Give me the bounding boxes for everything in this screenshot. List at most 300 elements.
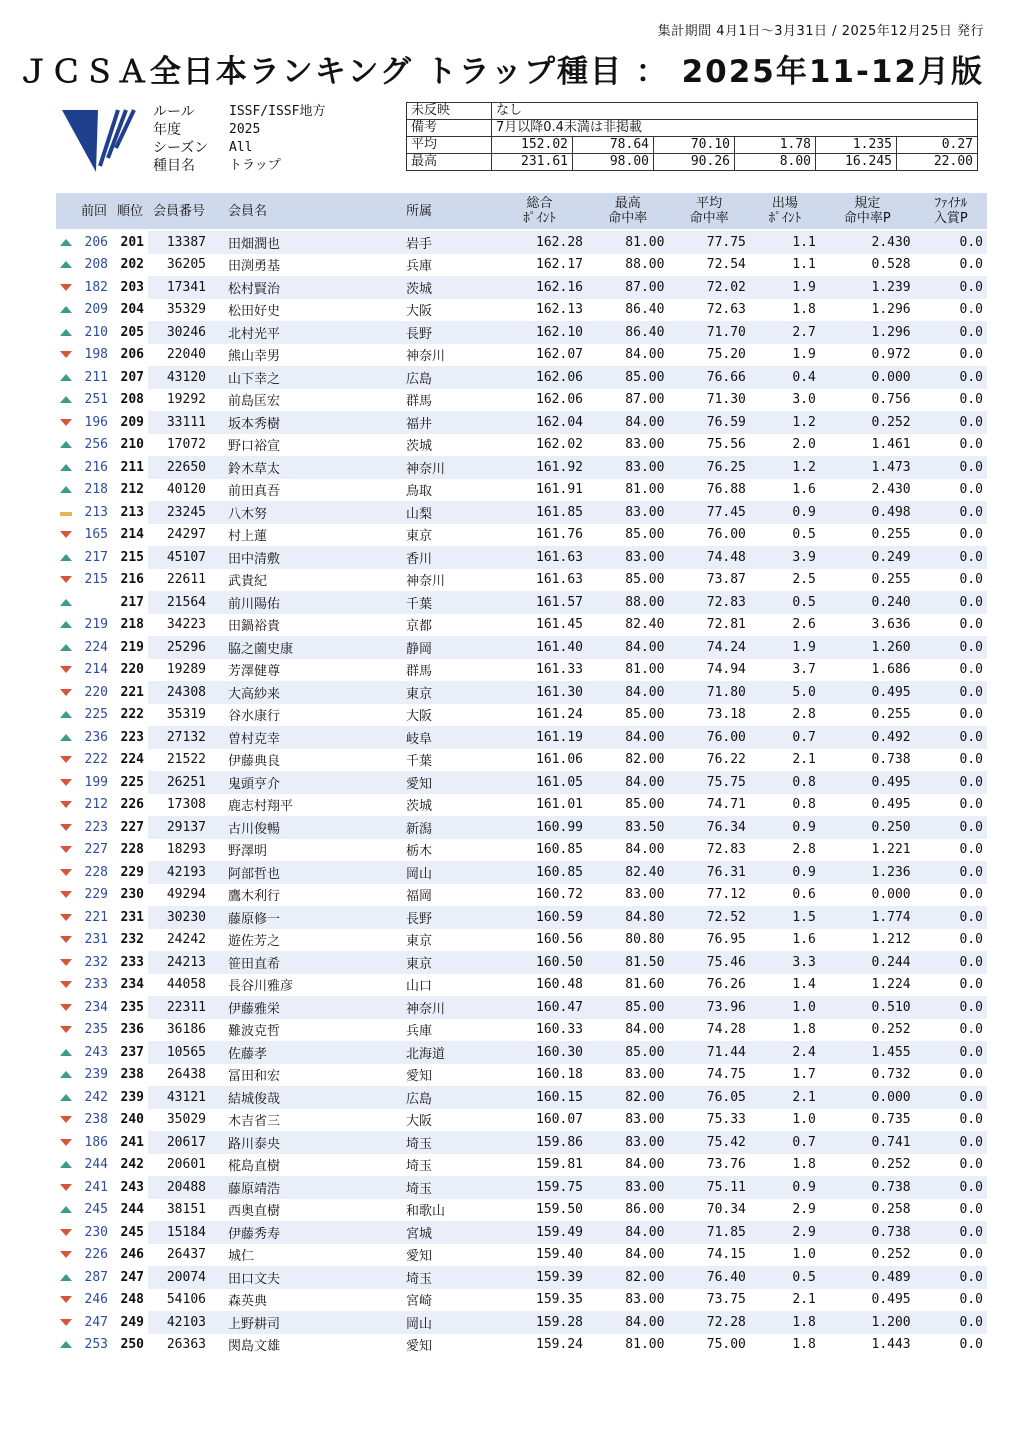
regulation-points: 1.212 <box>871 932 911 948</box>
prefecture: 神奈川 <box>406 574 446 590</box>
prefecture: 香川 <box>402 546 492 569</box>
max-hit-rate: 82.00 <box>587 1266 668 1289</box>
member-name: 松村賢治 <box>210 276 402 299</box>
table-row <box>56 726 987 749</box>
trend-cell <box>56 591 76 614</box>
prefecture: 群馬 <box>406 394 433 410</box>
final-points: 0.0 <box>915 456 987 479</box>
member-number: 38151 <box>166 1202 206 1218</box>
trend-cell <box>56 230 76 254</box>
table-row <box>56 569 987 592</box>
entry-points: 3.3 <box>750 951 820 974</box>
member-number: 20074 <box>148 1266 210 1289</box>
previous-rank: 227 <box>84 842 108 858</box>
table-row <box>56 861 987 884</box>
trend-up-icon <box>60 306 72 313</box>
trend-cell <box>56 794 76 817</box>
trend-down-icon <box>60 689 72 696</box>
total-points: 161.40 <box>492 636 587 659</box>
total-points: 159.50 <box>536 1202 583 1218</box>
regulation-points: 0.252 <box>871 1022 911 1038</box>
entry-points: 0.8 <box>792 797 816 813</box>
table-row <box>56 591 987 614</box>
max-hit-rate: 83.00 <box>625 1292 665 1308</box>
member-number: 20488 <box>148 1176 210 1199</box>
previous-rank: 219 <box>84 617 108 633</box>
rank: 216 <box>120 572 144 588</box>
trend-cell <box>56 479 76 502</box>
table-row <box>56 704 987 727</box>
rank: 222 <box>120 707 144 723</box>
member-name: 鬼頭亨介 <box>210 771 402 794</box>
trend-cell <box>56 456 76 479</box>
total-points: 161.05 <box>492 771 587 794</box>
member-name: 伊藤雅栄 <box>210 996 402 1019</box>
stats-label: 未反映 <box>407 103 492 120</box>
trend-down-icon <box>60 1251 72 1258</box>
total-points: 161.33 <box>536 662 583 678</box>
total-points: 162.13 <box>536 302 583 318</box>
stats-value: 16.245 <box>816 154 897 171</box>
table-row <box>56 1086 987 1109</box>
previous-rank: 236 <box>84 729 108 745</box>
regulation-points: 0.244 <box>820 951 915 974</box>
total-points: 159.49 <box>492 1221 587 1244</box>
ranking-body <box>56 230 987 1356</box>
avg-hit-rate: 76.05 <box>668 1086 749 1109</box>
member-number: 30246 <box>148 321 210 344</box>
regulation-points: 1.461 <box>871 437 911 453</box>
avg-hit-rate: 75.11 <box>668 1176 749 1199</box>
final-points: 0.0 <box>915 366 987 389</box>
rank: 219 <box>120 639 144 655</box>
max-hit-rate: 83.00 <box>587 1176 668 1199</box>
previous-rank: 238 <box>84 1112 108 1128</box>
table-row <box>56 1221 987 1244</box>
trend-up-icon <box>60 441 72 448</box>
regulation-points: 0.255 <box>871 527 911 543</box>
prefecture: 北海道 <box>402 1041 492 1064</box>
previous-rank: 243 <box>84 1044 108 1060</box>
member-name: 田渕勇基 <box>228 259 281 275</box>
entry-points: 1.9 <box>792 347 816 363</box>
total-points: 160.48 <box>536 977 583 993</box>
total-points: 159.81 <box>536 1157 583 1173</box>
max-hit-rate: 84.00 <box>587 726 668 749</box>
avg-hit-rate: 76.88 <box>706 482 746 498</box>
reg-header-line2: 命中率P <box>843 211 891 226</box>
trend-up-icon <box>60 261 72 268</box>
page-title: ＪＣＳＡ全日本ランキング トラップ種目 ： 2025年11-12月版 <box>17 54 984 90</box>
avg-hit-rate: 77.12 <box>706 887 746 903</box>
prefecture: 長野 <box>402 906 492 929</box>
table-row <box>56 321 987 344</box>
member-number: 36186 <box>166 1022 206 1038</box>
entry-points: 1.4 <box>792 977 816 993</box>
member-name: 鈴木草太 <box>210 456 402 479</box>
stats-label: 最高 <box>407 154 492 171</box>
table-row <box>56 1289 987 1312</box>
max-hit-rate: 88.00 <box>587 591 668 614</box>
table-row <box>56 276 987 299</box>
final-points: 0.0 <box>915 636 987 659</box>
member-number: 17341 <box>148 276 210 299</box>
regulation-points: 1.296 <box>871 302 911 318</box>
prefecture: 宮城 <box>402 1221 492 1244</box>
member-name: 木吉省三 <box>228 1114 281 1130</box>
previous-rank: 216 <box>84 459 108 475</box>
trend-up-icon <box>60 1049 72 1056</box>
trend-same-icon <box>60 512 72 516</box>
table-row <box>56 884 987 907</box>
table-row <box>56 1131 987 1154</box>
meta-value: ISSF/ISSF地方 <box>229 104 326 119</box>
member-name: 前川陽佑 <box>210 591 402 614</box>
rank: 210 <box>120 437 144 453</box>
stats-row <box>407 154 978 171</box>
rank: 214 <box>120 527 144 543</box>
stats-value: 1.78 <box>735 137 816 154</box>
max-hit-rate: 84.80 <box>587 906 668 929</box>
member-number: 49294 <box>166 887 206 903</box>
member-name: 熊山幸男 <box>228 349 281 365</box>
avg-hit-rate: 73.96 <box>668 996 749 1019</box>
avg-hit-rate: 77.45 <box>668 501 749 524</box>
entry-points: 1.8 <box>750 1311 820 1334</box>
trend-down-icon <box>60 1296 72 1303</box>
avg-hit-rate: 76.00 <box>668 726 749 749</box>
avg-hit-rate: 74.15 <box>706 1247 746 1263</box>
prefecture: 神奈川 <box>402 996 492 1019</box>
final-points: 0.0 <box>959 1337 983 1353</box>
avg-hit-rate: 72.52 <box>668 906 749 929</box>
entry-points: 0.5 <box>750 1266 820 1289</box>
member-number: 24213 <box>148 951 210 974</box>
avg-hit-rate: 74.28 <box>706 1022 746 1038</box>
member-name: 藤原修一 <box>210 906 402 929</box>
stats-value: 22.00 <box>897 154 978 171</box>
prefecture: 大阪 <box>406 709 433 725</box>
trend-cell <box>56 929 76 952</box>
member-name: 鹿志村翔平 <box>228 799 294 815</box>
avg-hit-rate: 76.66 <box>668 366 749 389</box>
trend-cell <box>56 1064 76 1087</box>
table-row <box>56 1176 987 1199</box>
prefecture: 神奈川 <box>406 349 446 365</box>
entry-points: 0.8 <box>750 771 820 794</box>
trend-cell <box>56 254 76 277</box>
total-header-line2: ﾎﾟｲﾝﾄ <box>523 211 556 226</box>
trend-cell <box>56 411 76 434</box>
entry-points: 5.0 <box>750 681 820 704</box>
member-name: 難波克哲 <box>228 1024 281 1040</box>
previous-rank: 230 <box>84 1224 108 1240</box>
prefecture: 山梨 <box>402 501 492 524</box>
max-header-line2: 命中率 <box>608 211 648 226</box>
table-row <box>56 1019 987 1042</box>
max-hit-rate: 85.00 <box>625 707 665 723</box>
final-points: 0.0 <box>959 932 983 948</box>
entry-points: 0.5 <box>750 591 820 614</box>
prefecture: 神奈川 <box>402 456 492 479</box>
total-points: 160.85 <box>536 842 583 858</box>
trend-cell <box>56 996 76 1019</box>
total-points: 159.40 <box>536 1247 583 1263</box>
max-hit-rate: 85.00 <box>625 527 665 543</box>
max-hit-rate: 84.00 <box>625 1157 665 1173</box>
entry-header <box>750 193 820 230</box>
total-points: 160.15 <box>492 1086 587 1109</box>
final-points: 0.0 <box>915 321 987 344</box>
final-points: 0.0 <box>959 1247 983 1263</box>
avg-hit-rate: 74.24 <box>668 636 749 659</box>
member-name: 北村光平 <box>210 321 402 344</box>
final-points: 0.0 <box>959 617 983 633</box>
entry-points: 0.4 <box>750 366 820 389</box>
prefecture: 埼玉 <box>406 1159 433 1175</box>
regulation-points: 1.296 <box>820 321 915 344</box>
entry-points: 0.9 <box>750 816 820 839</box>
max-hit-rate: 85.00 <box>587 1041 668 1064</box>
final-points: 0.0 <box>959 887 983 903</box>
final-points: 0.0 <box>915 951 987 974</box>
stats-value: 90.26 <box>654 154 735 171</box>
entry-points: 1.9 <box>750 276 820 299</box>
final-points: 0.0 <box>915 1131 987 1154</box>
entry-points: 2.4 <box>750 1041 820 1064</box>
regulation-points: 0.255 <box>871 572 911 588</box>
avg-hit-rate: 70.34 <box>706 1202 746 1218</box>
member-name: 長谷川雅彦 <box>228 979 294 995</box>
stats-value: 78.64 <box>573 137 654 154</box>
entry-points: 1.0 <box>792 1112 816 1128</box>
trend-cell <box>56 1311 76 1334</box>
prefecture: 兵庫 <box>406 1024 433 1040</box>
regulation-points: 1.455 <box>820 1041 915 1064</box>
meta-info <box>153 103 325 175</box>
total-points: 160.30 <box>492 1041 587 1064</box>
member-number: 24242 <box>166 932 206 948</box>
rank: 207 <box>120 369 144 385</box>
total-points: 160.72 <box>536 887 583 903</box>
regulation-points: 0.732 <box>871 1067 911 1083</box>
final-points: 0.0 <box>915 1041 987 1064</box>
table-row <box>56 839 987 862</box>
avg-hit-rate: 74.75 <box>706 1067 746 1083</box>
trend-up-icon <box>60 329 72 336</box>
table-row <box>56 230 987 254</box>
rank: 240 <box>120 1112 144 1128</box>
prefecture: 和歌山 <box>406 1204 446 1220</box>
trend-up-icon <box>60 734 72 741</box>
member-number: 26438 <box>166 1067 206 1083</box>
name-header: 会員名 <box>210 193 402 230</box>
previous-rank: 222 <box>84 752 108 768</box>
max-hit-rate: 82.00 <box>587 1086 668 1109</box>
trend-cell <box>56 1109 76 1132</box>
table-row <box>56 434 987 457</box>
member-name: 路川泰央 <box>210 1131 402 1154</box>
member-name: 鷹木利行 <box>228 889 281 905</box>
max-hit-rate: 85.00 <box>625 572 665 588</box>
total-header <box>492 193 587 230</box>
rank: 211 <box>120 459 144 475</box>
entry-points: 0.9 <box>750 501 820 524</box>
previous-rank: 235 <box>84 1022 108 1038</box>
avg-hit-rate: 74.71 <box>706 797 746 813</box>
max-hit-rate: 82.40 <box>625 617 665 633</box>
member-name: 曽村克幸 <box>210 726 402 749</box>
rank: 202 <box>120 257 144 273</box>
final-points: 0.0 <box>959 797 983 813</box>
entry-points: 1.8 <box>792 1022 816 1038</box>
regulation-points: 0.495 <box>820 771 915 794</box>
trend-cell <box>56 861 76 884</box>
member-number: 54106 <box>166 1292 206 1308</box>
avg-hit-rate: 71.70 <box>668 321 749 344</box>
member-name: 武貴紀 <box>228 574 268 590</box>
trend-cell <box>56 816 76 839</box>
entry-points: 0.7 <box>750 1131 820 1154</box>
table-row <box>56 501 987 524</box>
avg-hit-rate: 72.54 <box>706 257 746 273</box>
total-points: 161.76 <box>536 527 583 543</box>
prefecture: 愛知 <box>402 771 492 794</box>
trend-down-icon <box>60 801 72 808</box>
trend-cell <box>56 389 76 412</box>
trend-up-icon <box>60 1206 72 1213</box>
max-hit-rate: 82.00 <box>625 752 665 768</box>
max-hit-rate: 80.80 <box>625 932 665 948</box>
regulation-points: 0.738 <box>820 1221 915 1244</box>
entry-points: 1.2 <box>750 456 820 479</box>
avg-hit-rate: 72.81 <box>706 617 746 633</box>
avg-hit-rate: 76.22 <box>706 752 746 768</box>
entry-points: 2.1 <box>792 1292 816 1308</box>
previous-rank: 244 <box>84 1157 108 1173</box>
member-name: 関島文雄 <box>228 1339 281 1355</box>
rank: 208 <box>120 392 144 408</box>
regulation-points: 0.000 <box>820 1086 915 1109</box>
prefecture: 愛知 <box>406 1249 433 1265</box>
entry-points: 1.1 <box>750 230 820 254</box>
final-points: 0.0 <box>915 1266 987 1289</box>
max-hit-rate: 85.00 <box>625 797 665 813</box>
previous-rank: 234 <box>84 999 108 1015</box>
regulation-points: 0.741 <box>820 1131 915 1154</box>
avg-hit-rate: 71.85 <box>668 1221 749 1244</box>
max-hit-rate: 81.60 <box>625 977 665 993</box>
member-number: 35319 <box>166 707 206 723</box>
regulation-points: 1.224 <box>871 977 911 993</box>
trend-cell <box>56 884 76 907</box>
regulation-points: 0.252 <box>820 411 915 434</box>
max-hit-rate: 84.00 <box>625 842 665 858</box>
table-row <box>56 299 987 322</box>
regulation-points: 0.252 <box>871 1157 911 1173</box>
prefecture: 長野 <box>402 321 492 344</box>
trend-up-icon <box>60 599 72 606</box>
entry-points: 2.6 <box>792 617 816 633</box>
max-hit-rate: 83.00 <box>587 1131 668 1154</box>
max-hit-rate: 83.00 <box>587 546 668 569</box>
max-header <box>587 193 668 230</box>
total-points: 162.02 <box>536 437 583 453</box>
trend-cell <box>56 906 76 929</box>
member-number: 24297 <box>166 527 206 543</box>
regulation-points: 1.443 <box>871 1337 911 1353</box>
regulation-points: 0.738 <box>820 1176 915 1199</box>
rank: 209 <box>120 414 144 430</box>
trend-cell <box>56 501 76 524</box>
trend-up-icon <box>60 711 72 718</box>
total-points: 161.06 <box>536 752 583 768</box>
member-name: 伊藤典良 <box>228 754 281 770</box>
trend-down-icon <box>60 666 72 673</box>
table-row <box>56 479 987 502</box>
regulation-points: 0.249 <box>820 546 915 569</box>
table-row <box>56 411 987 434</box>
rank: 221 <box>120 684 144 700</box>
regulation-points: 1.686 <box>871 662 911 678</box>
total-points: 159.28 <box>492 1311 587 1334</box>
meta-row <box>153 139 325 157</box>
member-number: 26363 <box>166 1337 206 1353</box>
member-number: 33111 <box>148 411 210 434</box>
trend-up-icon <box>60 486 72 493</box>
max-hit-rate: 83.00 <box>587 456 668 479</box>
meta-row <box>153 121 325 139</box>
stats-row <box>407 103 978 120</box>
previous-rank: 247 <box>84 1314 108 1330</box>
previous-rank: 199 <box>84 774 108 790</box>
rank: 223 <box>120 729 144 745</box>
total-points: 161.57 <box>492 591 587 614</box>
regulation-points: 1.239 <box>820 276 915 299</box>
table-row <box>56 546 987 569</box>
rank: 239 <box>120 1089 144 1105</box>
avg-hit-rate: 73.18 <box>706 707 746 723</box>
ranking-table <box>56 193 987 1356</box>
max-hit-rate: 81.00 <box>625 482 665 498</box>
trend-down-icon <box>60 1319 72 1326</box>
prefecture: 茨城 <box>402 276 492 299</box>
member-name: 田中清敷 <box>210 546 402 569</box>
member-name: 山下幸之 <box>210 366 402 389</box>
entry-points: 1.0 <box>792 1247 816 1263</box>
member-name: 田畑潤也 <box>210 230 402 254</box>
total-points: 161.85 <box>492 501 587 524</box>
prefecture: 大阪 <box>406 1114 433 1130</box>
prefecture: 山口 <box>406 979 433 995</box>
entry-points: 0.9 <box>750 1176 820 1199</box>
max-hit-rate: 86.00 <box>625 1202 665 1218</box>
member-name: 村上蓮 <box>228 529 268 545</box>
rank: 205 <box>120 324 144 340</box>
total-points: 162.06 <box>536 392 583 408</box>
entry-points: 1.1 <box>792 257 816 273</box>
trend-cell <box>56 1041 76 1064</box>
entry-points: 1.5 <box>750 906 820 929</box>
trend-cell <box>56 614 76 637</box>
prefecture: 茨城 <box>406 439 433 455</box>
member-name: 脇之薗史康 <box>210 636 402 659</box>
previous-rank: 217 <box>84 549 108 565</box>
member-number: 21522 <box>166 752 206 768</box>
total-points: 161.30 <box>492 681 587 704</box>
member-name: 冨田和宏 <box>228 1069 281 1085</box>
trend-down-icon <box>60 1229 72 1236</box>
